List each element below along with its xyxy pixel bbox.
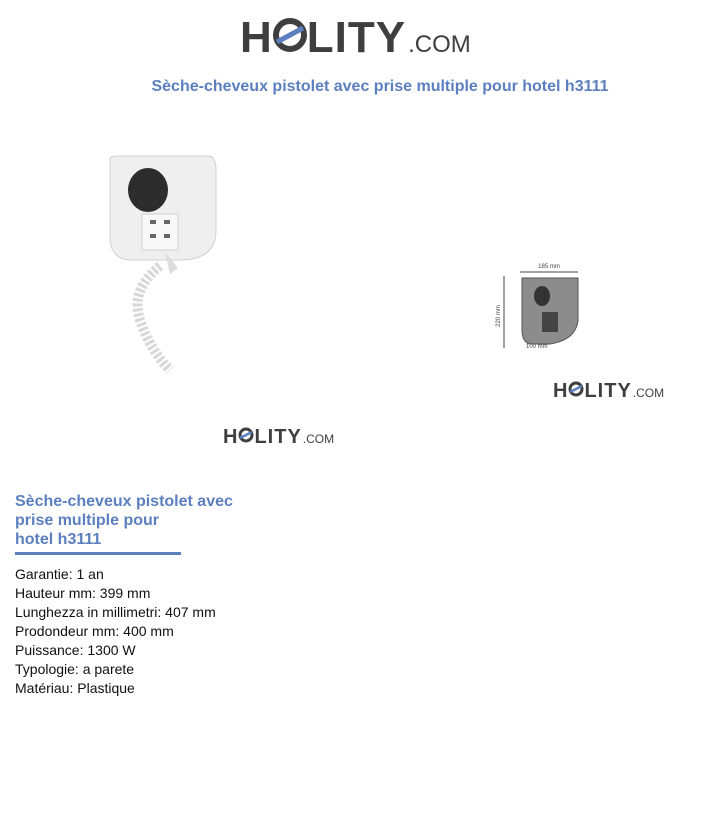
spec-item: Garantie: 1 an (15, 566, 104, 582)
holity-logo-small: H LITY .COM (223, 426, 335, 448)
page-title: Sèche-cheveux pistolet avec prise multiple pour hotel h3111 (151, 78, 609, 95)
heading-underline (15, 552, 181, 555)
width-label: 185 mm (538, 264, 560, 270)
spec-item: Puissance: 1300 W (15, 642, 136, 658)
logo-brand: H LITY (240, 13, 407, 62)
logo-o-icon (273, 16, 307, 60)
spec-item: Prodondeur mm: 400 mm (15, 623, 174, 639)
logo-brand: H LITY (223, 426, 302, 448)
product-heading: Sèche-cheveux pistolet avec prise multiple pour hotel h3111 (15, 493, 233, 548)
height-label: 220 mm (496, 305, 502, 327)
holity-logo[interactable]: H LITY .COM (240, 13, 471, 62)
product-photo[interactable] (20, 140, 420, 460)
spec-list (15, 565, 216, 698)
depth-label: 100 mm (526, 344, 548, 350)
logo-brand: H LITY (553, 380, 632, 402)
logo-o-icon (568, 381, 584, 401)
spec-item: Hauteur mm: 399 mm (15, 585, 151, 601)
dimensions-drawing[interactable] (480, 240, 620, 365)
logo-o-icon (238, 427, 254, 447)
spec-item: Lunghezza in millimetri: 407 mm (15, 604, 216, 620)
spec-item: Typologie: a parete (15, 661, 135, 677)
holity-logo-small: H LITY .COM (553, 380, 665, 402)
spec-item: Matériau: Plastique (15, 680, 135, 696)
